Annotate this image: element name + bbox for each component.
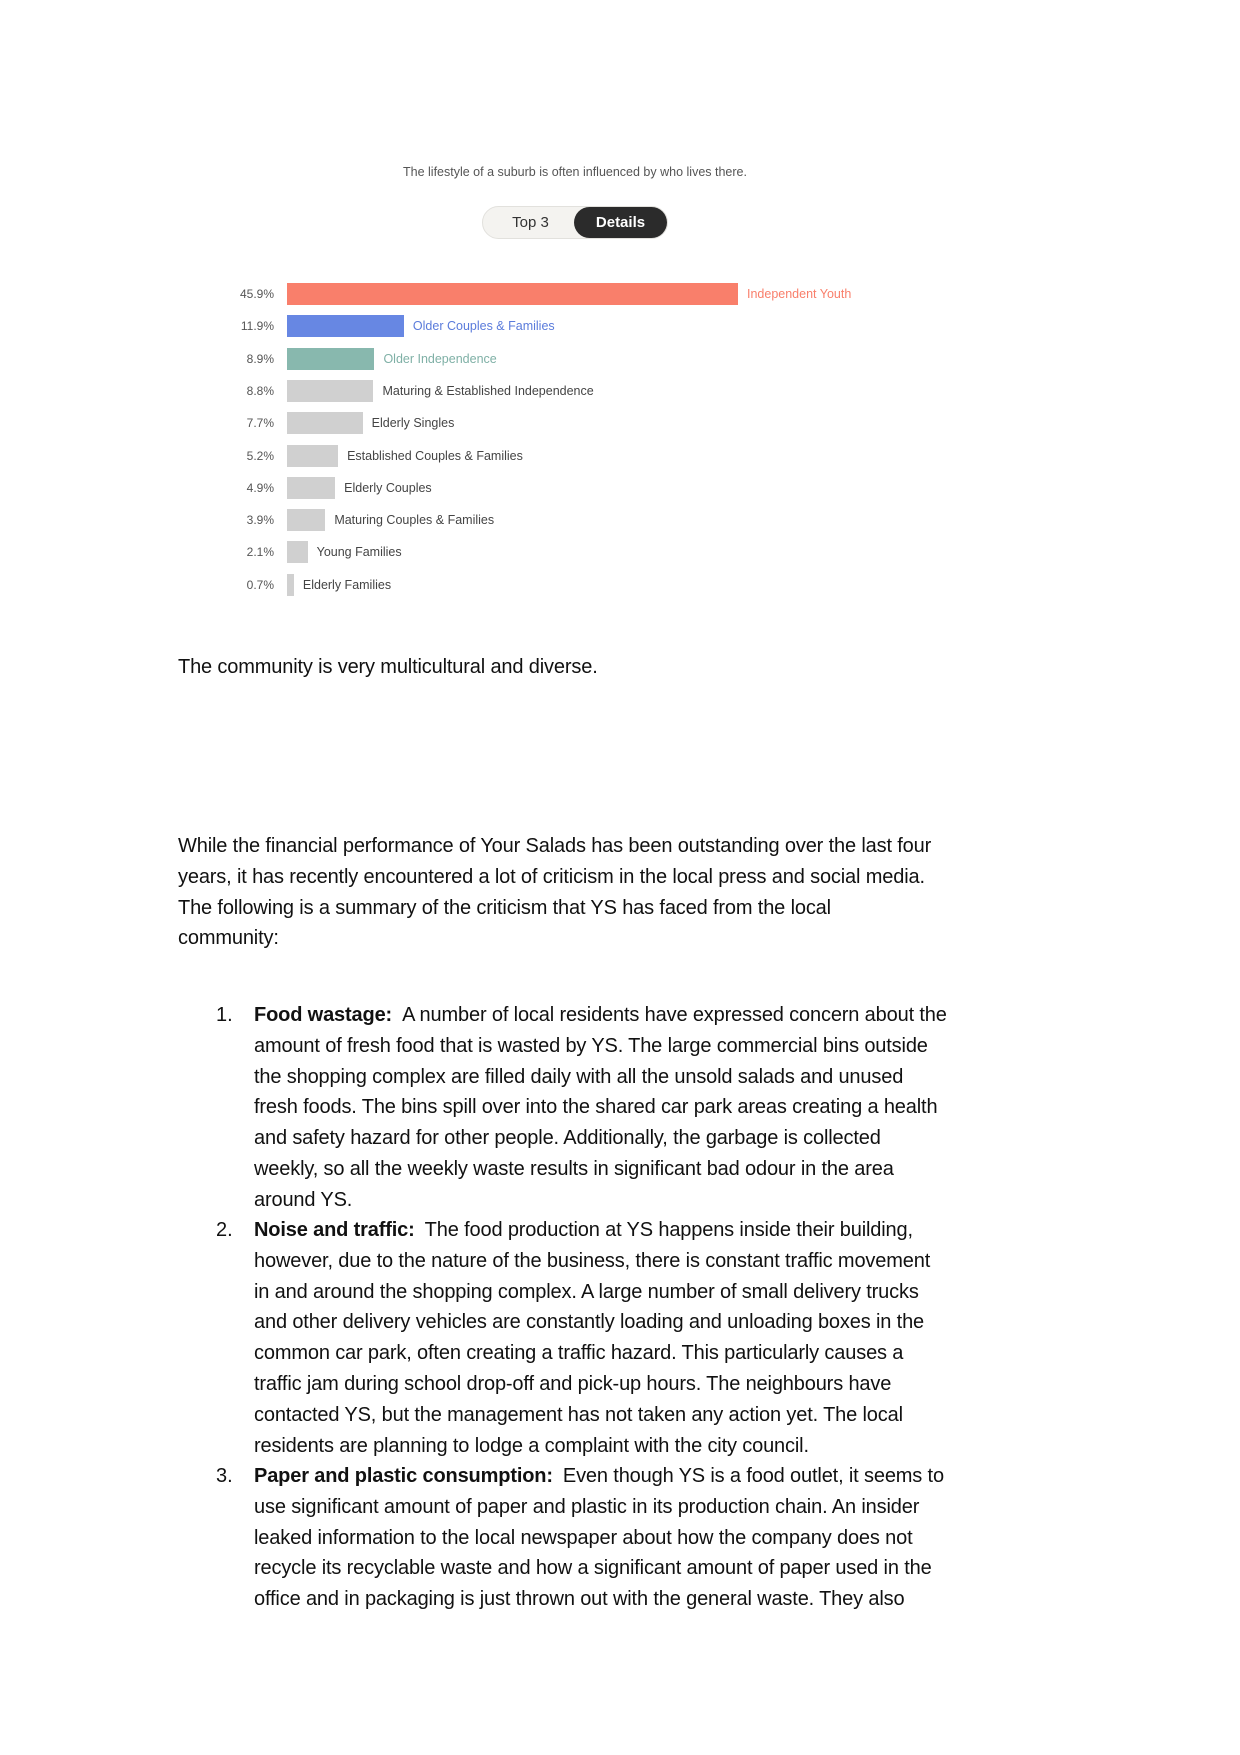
bar-row [0,541,1240,563]
value-label: 8.8% [246,383,274,398]
text-line: leaked information to the local newspaper about how the company does not [254,1526,913,1549]
bar [287,380,373,402]
text-line: The following is a summary of the criticism that YS has faced from the local [178,896,831,919]
value-label: 5.2% [246,448,274,463]
text-line: however, due to the nature of the business, there is constant traffic movement [254,1249,931,1272]
text-line: recycle its recyclable waste and how a significant amount of paper used in the [254,1557,932,1580]
text-line: around YS. [254,1188,353,1211]
value-label: 45.9% [239,287,274,301]
value-label: 4.9% [246,480,274,495]
text-line: residents are planning to lodge a complaint with the city council. [254,1434,809,1457]
text-line: contacted YS, but the management has not taken any action yet. The local [254,1403,903,1426]
text-line [254,1000,947,1031]
bar-row [0,412,1240,434]
item-title: Noise and traffic: [254,1219,415,1241]
category-label: Elderly Families [302,577,392,592]
category-label: Maturing Couples & Families [334,513,495,528]
text-line: community: [178,927,279,950]
category-label: Independent Youth [747,287,852,301]
text-line: years, it has recently encountered a lot of criticism in the local press and social media. [178,865,925,888]
bar [287,509,325,531]
text-line: amount of fresh food that is wasted by YS. The large commercial bins outside [254,1034,928,1057]
value-label: 0.7% [246,577,274,592]
list-number: 3. [216,1465,233,1487]
category-label: Elderly Couples [344,480,432,495]
value-label: 3.9% [246,513,274,528]
text-line: and other delivery vehicles are constantly loading and unloading boxes in the [254,1311,925,1334]
item-title: Food wastage: [254,1004,393,1026]
chart-caption: The lifestyle of a suburb is often influenced by who lives there. [403,165,747,179]
bar [287,541,308,563]
bar-row [0,574,1240,596]
text-line: in and around the shopping complex. A large number of small delivery trucks [254,1280,919,1303]
category-label: Elderly Singles [371,416,455,431]
bar [287,315,404,337]
text-line [254,1215,930,1246]
text-line: use significant amount of paper and plastic in its production chain. An insider [254,1495,920,1518]
text-line: While the financial performance of Your Salads has been outstanding over the last four [178,835,932,857]
toggle-details[interactable]: Details [574,207,667,238]
item-title: Paper and plastic consumption: [254,1465,553,1487]
bar [287,412,363,434]
bar-row [0,477,1240,499]
bar-row [0,509,1240,531]
value-label: 7.7% [246,416,274,431]
paragraph-community: The community is very multicultural and diverse. [178,656,598,678]
bar-row [0,380,1240,402]
text-line: the shopping complex are filled daily with all the unsold salads and unused [254,1065,904,1088]
text-line [254,1461,944,1492]
category-label: Older Couples & Families [412,319,555,334]
category-label: Young Families [316,545,402,560]
item-text: The food production at YS happens inside their building, [424,1219,913,1241]
item-text: A number of local residents have expressed concern about the [402,1004,947,1026]
bar-row [0,348,1240,370]
bar-row [0,445,1240,467]
bar-row [0,283,1240,305]
bar [287,574,294,596]
text-line: common car park, often creating a traffic hazard. This particularly causes a [254,1342,904,1365]
list-number: 2. [216,1219,233,1241]
bar-row [0,315,1240,337]
bar [287,477,335,499]
text-line: fresh foods. The bins spill over into the shared car park areas creating a health [254,1096,938,1119]
text-line: traffic jam during school drop-off and pick-up hours. The neighbours have [254,1372,892,1395]
bar [287,348,374,370]
bar [287,283,738,305]
text-line: weekly, so all the weekly waste results in significant bad odour in the area [254,1157,894,1180]
text-line: office and in packaging is just thrown out with the general waste. They also [254,1588,905,1611]
category-label: Established Couples & Families [347,448,523,463]
toggle-top3[interactable]: Top 3 [512,214,549,231]
category-label: Older Independence [383,351,497,366]
category-label: Maturing & Established Independence [382,383,594,398]
item-text: Even though YS is a food outlet, it seems to [562,1465,944,1487]
text-line: and safety hazard for other people. Additionally, the garbage is collected [254,1127,881,1150]
value-label: 11.9% [240,319,274,334]
value-label: 2.1% [246,545,274,560]
list-number: 1. [216,1004,233,1026]
view-toggle[interactable] [482,206,668,239]
paragraph-criticism [178,831,931,954]
bar [287,445,338,467]
value-label: 8.9% [246,351,274,366]
